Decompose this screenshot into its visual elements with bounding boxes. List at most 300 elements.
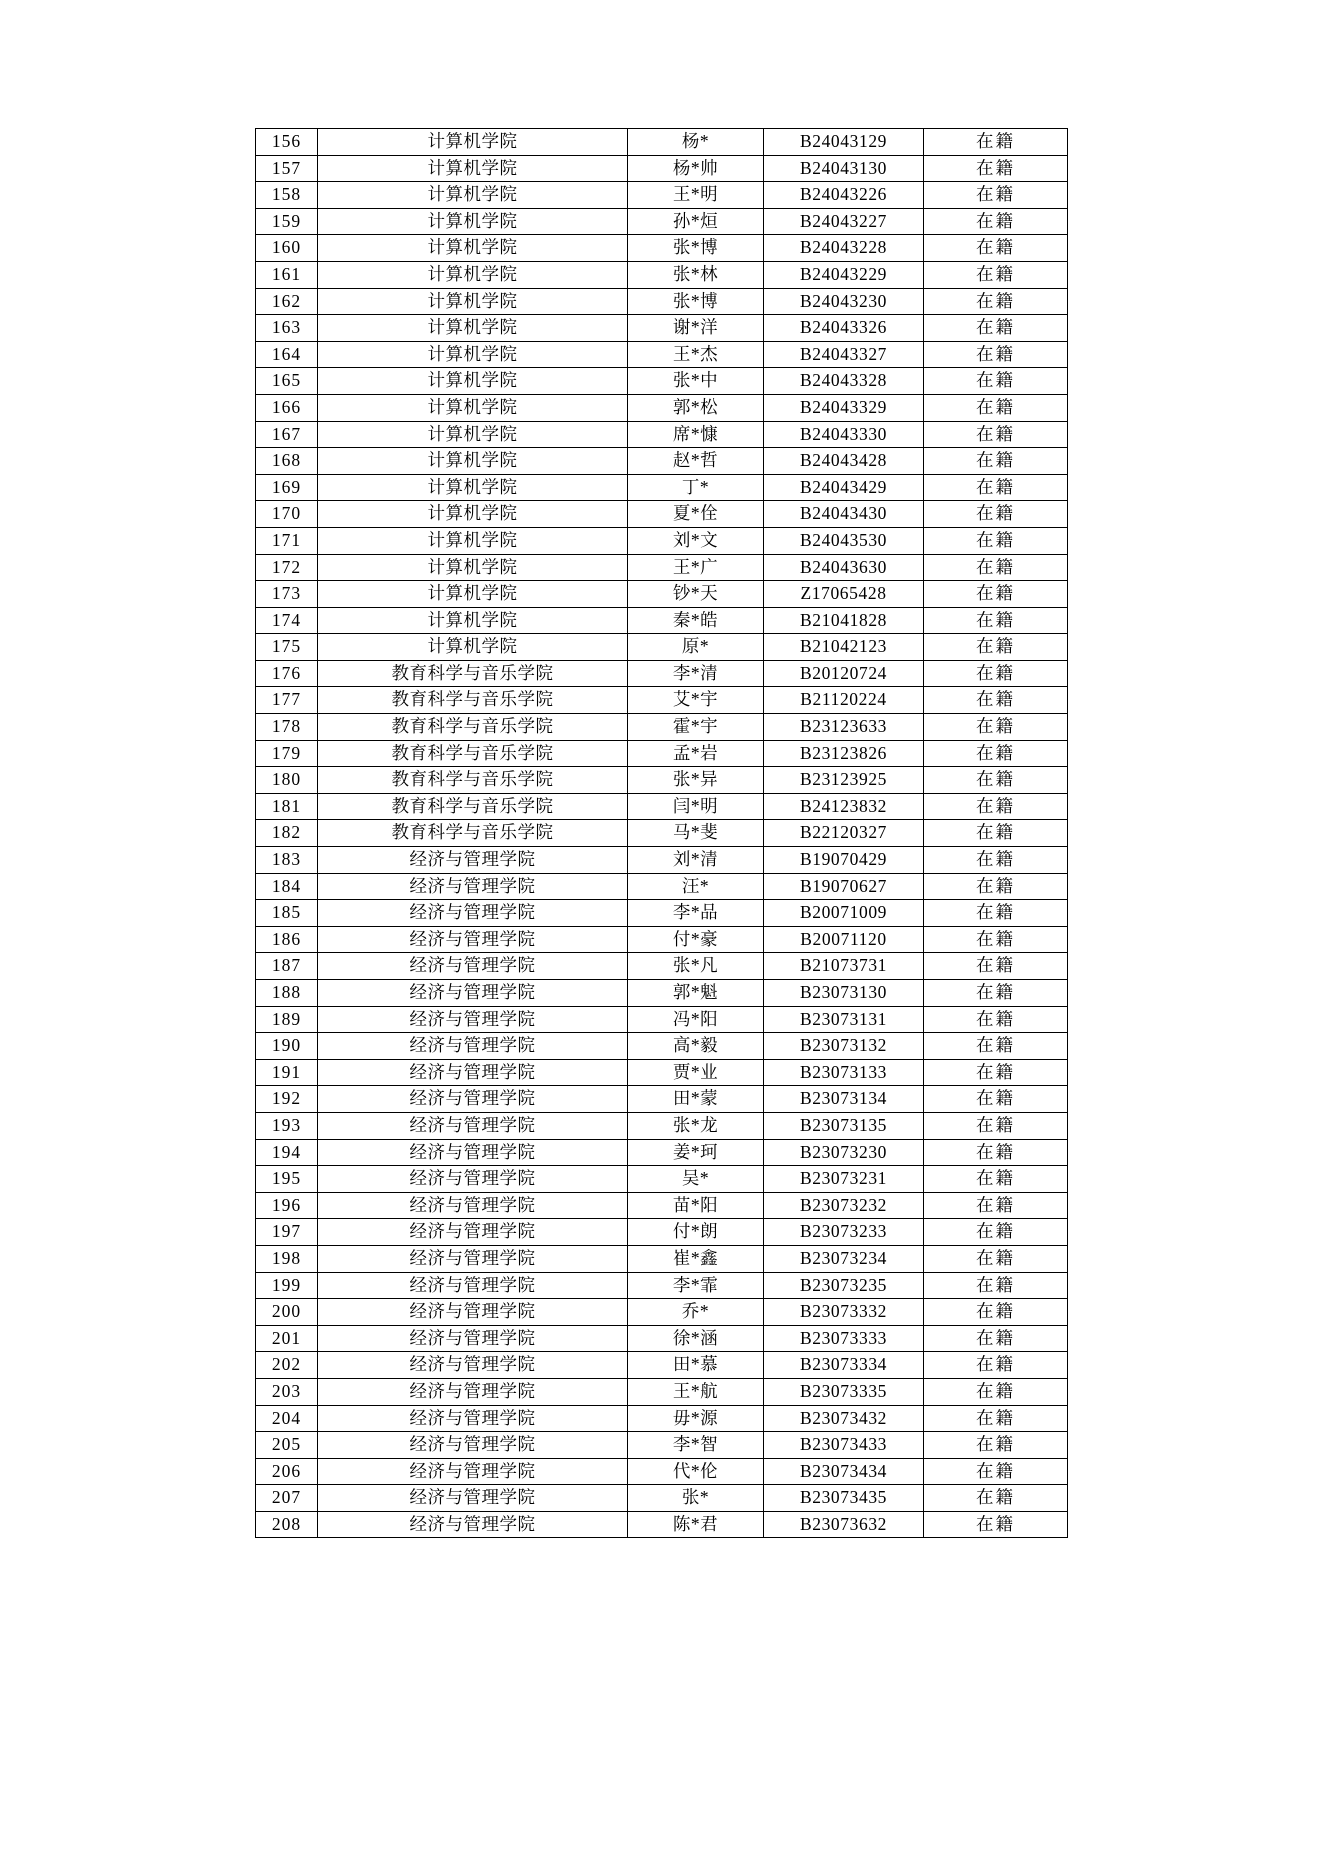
row-status: 在籍 [924, 288, 1068, 315]
row-index: 160 [256, 235, 318, 262]
row-student-id: B20120724 [764, 660, 924, 687]
row-name: 汪* [628, 873, 764, 900]
table-row [256, 1299, 1068, 1326]
row-college: 计算机学院 [318, 341, 628, 368]
row-college: 经济与管理学院 [318, 1245, 628, 1272]
table-row [256, 554, 1068, 581]
row-name: 代*伦 [628, 1458, 764, 1485]
roster-table-body [256, 129, 1068, 1538]
row-index: 177 [256, 687, 318, 714]
row-student-id: B24043326 [764, 315, 924, 342]
row-name: 张*博 [628, 288, 764, 315]
row-college: 教育科学与音乐学院 [318, 767, 628, 794]
row-name: 原* [628, 634, 764, 661]
row-status: 在籍 [924, 926, 1068, 953]
row-status: 在籍 [924, 554, 1068, 581]
row-status: 在籍 [924, 1112, 1068, 1139]
row-status: 在籍 [924, 368, 1068, 395]
row-name: 王*明 [628, 182, 764, 209]
row-name: 张* [628, 1485, 764, 1512]
row-student-id: B23073334 [764, 1352, 924, 1379]
row-student-id: Z17065428 [764, 581, 924, 608]
row-student-id: B24043130 [764, 155, 924, 182]
row-name: 李*品 [628, 900, 764, 927]
row-name: 席*慷 [628, 421, 764, 448]
row-college: 经济与管理学院 [318, 1432, 628, 1459]
row-status: 在籍 [924, 660, 1068, 687]
row-college: 计算机学院 [318, 607, 628, 634]
row-college: 计算机学院 [318, 421, 628, 448]
table-row [256, 261, 1068, 288]
row-college: 教育科学与音乐学院 [318, 740, 628, 767]
row-name: 钞*天 [628, 581, 764, 608]
row-college: 教育科学与音乐学院 [318, 820, 628, 847]
row-student-id: B24043328 [764, 368, 924, 395]
row-status: 在籍 [924, 208, 1068, 235]
row-student-id: B23073131 [764, 1006, 924, 1033]
row-student-id: B24043327 [764, 341, 924, 368]
row-college: 计算机学院 [318, 235, 628, 262]
table-row [256, 129, 1068, 156]
table-row [256, 714, 1068, 741]
row-college: 教育科学与音乐学院 [318, 660, 628, 687]
row-index: 163 [256, 315, 318, 342]
table-row [256, 980, 1068, 1007]
row-name: 秦*皓 [628, 607, 764, 634]
row-student-id: B23073434 [764, 1458, 924, 1485]
row-college: 经济与管理学院 [318, 1192, 628, 1219]
table-row [256, 501, 1068, 528]
row-index: 157 [256, 155, 318, 182]
row-index: 174 [256, 607, 318, 634]
row-college: 计算机学院 [318, 634, 628, 661]
table-row [256, 421, 1068, 448]
row-college: 计算机学院 [318, 527, 628, 554]
row-college: 经济与管理学院 [318, 847, 628, 874]
row-student-id: B22120327 [764, 820, 924, 847]
table-row [256, 394, 1068, 421]
row-student-id: B24043129 [764, 129, 924, 156]
table-row [256, 208, 1068, 235]
row-name: 崔*鑫 [628, 1245, 764, 1272]
row-student-id: B23073335 [764, 1378, 924, 1405]
row-student-id: B24043428 [764, 448, 924, 475]
row-student-id: B23123925 [764, 767, 924, 794]
row-index: 172 [256, 554, 318, 581]
row-status: 在籍 [924, 847, 1068, 874]
row-index: 202 [256, 1352, 318, 1379]
row-index: 158 [256, 182, 318, 209]
table-row [256, 1352, 1068, 1379]
row-student-id: B23073433 [764, 1432, 924, 1459]
row-name: 陈*君 [628, 1511, 764, 1538]
table-row [256, 1378, 1068, 1405]
row-college: 计算机学院 [318, 581, 628, 608]
row-status: 在籍 [924, 421, 1068, 448]
row-college: 经济与管理学院 [318, 900, 628, 927]
table-row [256, 1192, 1068, 1219]
table-row [256, 1405, 1068, 1432]
row-student-id: B20071120 [764, 926, 924, 953]
row-student-id: B23073632 [764, 1511, 924, 1538]
row-index: 190 [256, 1033, 318, 1060]
row-college: 经济与管理学院 [318, 1511, 628, 1538]
row-index: 169 [256, 474, 318, 501]
row-status: 在籍 [924, 155, 1068, 182]
table-row [256, 1458, 1068, 1485]
row-name: 郭*魁 [628, 980, 764, 1007]
table-row [256, 1086, 1068, 1113]
row-index: 185 [256, 900, 318, 927]
row-college: 经济与管理学院 [318, 1006, 628, 1033]
row-name: 张*林 [628, 261, 764, 288]
row-college: 经济与管理学院 [318, 1059, 628, 1086]
row-status: 在籍 [924, 1166, 1068, 1193]
table-row [256, 288, 1068, 315]
roster-table [255, 128, 1068, 1538]
table-row [256, 581, 1068, 608]
row-index: 197 [256, 1219, 318, 1246]
row-status: 在籍 [924, 1192, 1068, 1219]
row-student-id: B23073235 [764, 1272, 924, 1299]
table-row [256, 634, 1068, 661]
row-name: 付*豪 [628, 926, 764, 953]
row-college: 教育科学与音乐学院 [318, 714, 628, 741]
row-college: 计算机学院 [318, 315, 628, 342]
row-index: 167 [256, 421, 318, 448]
row-student-id: B24043228 [764, 235, 924, 262]
row-student-id: B24043530 [764, 527, 924, 554]
row-status: 在籍 [924, 1272, 1068, 1299]
row-status: 在籍 [924, 1405, 1068, 1432]
row-status: 在籍 [924, 341, 1068, 368]
table-row [256, 926, 1068, 953]
row-name: 王*广 [628, 554, 764, 581]
row-college: 经济与管理学院 [318, 1086, 628, 1113]
row-index: 165 [256, 368, 318, 395]
table-row [256, 1166, 1068, 1193]
table-row [256, 1006, 1068, 1033]
row-index: 187 [256, 953, 318, 980]
row-index: 181 [256, 793, 318, 820]
row-college: 计算机学院 [318, 501, 628, 528]
row-name: 杨*帅 [628, 155, 764, 182]
row-name: 刘*清 [628, 847, 764, 874]
row-index: 199 [256, 1272, 318, 1299]
row-student-id: B24043329 [764, 394, 924, 421]
row-status: 在籍 [924, 900, 1068, 927]
row-status: 在籍 [924, 1378, 1068, 1405]
row-status: 在籍 [924, 820, 1068, 847]
table-row [256, 900, 1068, 927]
table-row [256, 474, 1068, 501]
row-status: 在籍 [924, 634, 1068, 661]
row-index: 164 [256, 341, 318, 368]
row-student-id: B19070627 [764, 873, 924, 900]
table-row [256, 1245, 1068, 1272]
row-index: 201 [256, 1325, 318, 1352]
row-index: 171 [256, 527, 318, 554]
row-status: 在籍 [924, 1352, 1068, 1379]
row-name: 闫*明 [628, 793, 764, 820]
row-student-id: B24043630 [764, 554, 924, 581]
table-row [256, 1219, 1068, 1246]
row-index: 176 [256, 660, 318, 687]
row-status: 在籍 [924, 687, 1068, 714]
row-index: 194 [256, 1139, 318, 1166]
row-college: 计算机学院 [318, 155, 628, 182]
table-row [256, 953, 1068, 980]
row-status: 在籍 [924, 1485, 1068, 1512]
row-index: 191 [256, 1059, 318, 1086]
row-student-id: B23073132 [764, 1033, 924, 1060]
row-status: 在籍 [924, 1033, 1068, 1060]
table-row [256, 1325, 1068, 1352]
row-student-id: B24043226 [764, 182, 924, 209]
row-index: 204 [256, 1405, 318, 1432]
row-index: 208 [256, 1511, 318, 1538]
row-status: 在籍 [924, 1086, 1068, 1113]
row-student-id: B23073432 [764, 1405, 924, 1432]
row-status: 在籍 [924, 129, 1068, 156]
row-name: 刘*文 [628, 527, 764, 554]
row-student-id: B24123832 [764, 793, 924, 820]
row-index: 175 [256, 634, 318, 661]
row-name: 李*清 [628, 660, 764, 687]
row-student-id: B24043430 [764, 501, 924, 528]
row-name: 姜*珂 [628, 1139, 764, 1166]
row-student-id: B20071009 [764, 900, 924, 927]
row-status: 在籍 [924, 448, 1068, 475]
table-row [256, 368, 1068, 395]
row-student-id: B23073134 [764, 1086, 924, 1113]
row-index: 193 [256, 1112, 318, 1139]
table-row [256, 1112, 1068, 1139]
row-index: 159 [256, 208, 318, 235]
row-name: 孟*岩 [628, 740, 764, 767]
row-name: 贾*业 [628, 1059, 764, 1086]
row-status: 在籍 [924, 1432, 1068, 1459]
row-index: 205 [256, 1432, 318, 1459]
row-status: 在籍 [924, 1299, 1068, 1326]
table-row [256, 793, 1068, 820]
row-name: 田*慕 [628, 1352, 764, 1379]
table-row [256, 607, 1068, 634]
row-student-id: B23073234 [764, 1245, 924, 1272]
row-student-id: B23073135 [764, 1112, 924, 1139]
row-college: 计算机学院 [318, 554, 628, 581]
row-student-id: B23073230 [764, 1139, 924, 1166]
row-college: 经济与管理学院 [318, 1485, 628, 1512]
row-student-id: B23073133 [764, 1059, 924, 1086]
row-index: 192 [256, 1086, 318, 1113]
row-college: 教育科学与音乐学院 [318, 793, 628, 820]
row-college: 经济与管理学院 [318, 926, 628, 953]
row-name: 毋*源 [628, 1405, 764, 1432]
table-row [256, 1485, 1068, 1512]
row-index: 161 [256, 261, 318, 288]
row-index: 156 [256, 129, 318, 156]
row-student-id: B23073130 [764, 980, 924, 1007]
row-name: 李*霏 [628, 1272, 764, 1299]
row-index: 178 [256, 714, 318, 741]
row-status: 在籍 [924, 261, 1068, 288]
row-index: 184 [256, 873, 318, 900]
row-college: 计算机学院 [318, 394, 628, 421]
row-status: 在籍 [924, 1325, 1068, 1352]
row-index: 173 [256, 581, 318, 608]
row-name: 马*斐 [628, 820, 764, 847]
row-student-id: B23123633 [764, 714, 924, 741]
table-row [256, 767, 1068, 794]
row-status: 在籍 [924, 980, 1068, 1007]
row-name: 吴* [628, 1166, 764, 1193]
table-row [256, 235, 1068, 262]
row-name: 苗*阳 [628, 1192, 764, 1219]
row-college: 经济与管理学院 [318, 1033, 628, 1060]
table-row [256, 820, 1068, 847]
row-name: 张*凡 [628, 953, 764, 980]
table-row [256, 1272, 1068, 1299]
row-index: 168 [256, 448, 318, 475]
row-name: 艾*宇 [628, 687, 764, 714]
row-college: 计算机学院 [318, 288, 628, 315]
row-college: 计算机学院 [318, 448, 628, 475]
row-student-id: B24043229 [764, 261, 924, 288]
row-index: 203 [256, 1378, 318, 1405]
row-student-id: B23123826 [764, 740, 924, 767]
row-college: 经济与管理学院 [318, 1272, 628, 1299]
row-student-id: B24043330 [764, 421, 924, 448]
row-status: 在籍 [924, 315, 1068, 342]
row-index: 196 [256, 1192, 318, 1219]
row-college: 经济与管理学院 [318, 1166, 628, 1193]
row-college: 经济与管理学院 [318, 953, 628, 980]
row-student-id: B23073231 [764, 1166, 924, 1193]
row-student-id: B24043429 [764, 474, 924, 501]
row-college: 经济与管理学院 [318, 1325, 628, 1352]
row-student-id: B23073435 [764, 1485, 924, 1512]
row-name: 霍*宇 [628, 714, 764, 741]
row-name: 夏*佺 [628, 501, 764, 528]
row-status: 在籍 [924, 1006, 1068, 1033]
row-name: 谢*洋 [628, 315, 764, 342]
row-index: 162 [256, 288, 318, 315]
row-status: 在籍 [924, 474, 1068, 501]
row-college: 经济与管理学院 [318, 1112, 628, 1139]
row-status: 在籍 [924, 235, 1068, 262]
table-row [256, 687, 1068, 714]
table-row [256, 448, 1068, 475]
row-name: 张*异 [628, 767, 764, 794]
table-row [256, 660, 1068, 687]
row-name: 王*杰 [628, 341, 764, 368]
row-index: 207 [256, 1485, 318, 1512]
row-status: 在籍 [924, 1139, 1068, 1166]
row-status: 在籍 [924, 873, 1068, 900]
row-name: 冯*阳 [628, 1006, 764, 1033]
row-student-id: B23073232 [764, 1192, 924, 1219]
table-row [256, 847, 1068, 874]
row-index: 170 [256, 501, 318, 528]
row-status: 在籍 [924, 501, 1068, 528]
row-name: 丁* [628, 474, 764, 501]
row-student-id: B23073333 [764, 1325, 924, 1352]
row-status: 在籍 [924, 767, 1068, 794]
row-status: 在籍 [924, 182, 1068, 209]
row-status: 在籍 [924, 714, 1068, 741]
row-index: 166 [256, 394, 318, 421]
table-row [256, 1059, 1068, 1086]
row-college: 计算机学院 [318, 182, 628, 209]
table-row [256, 873, 1068, 900]
row-student-id: B21073731 [764, 953, 924, 980]
row-college: 经济与管理学院 [318, 1219, 628, 1246]
row-index: 189 [256, 1006, 318, 1033]
row-status: 在籍 [924, 581, 1068, 608]
row-college: 经济与管理学院 [318, 1405, 628, 1432]
table-row [256, 182, 1068, 209]
row-name: 田*蒙 [628, 1086, 764, 1113]
row-status: 在籍 [924, 1245, 1068, 1272]
row-index: 183 [256, 847, 318, 874]
row-index: 198 [256, 1245, 318, 1272]
row-status: 在籍 [924, 1059, 1068, 1086]
row-college: 经济与管理学院 [318, 1299, 628, 1326]
row-name: 李*智 [628, 1432, 764, 1459]
row-student-id: B21041828 [764, 607, 924, 634]
roster-table-container [255, 128, 1067, 1538]
row-college: 经济与管理学院 [318, 873, 628, 900]
row-index: 188 [256, 980, 318, 1007]
row-student-id: B24043227 [764, 208, 924, 235]
table-row [256, 1139, 1068, 1166]
row-name: 徐*涵 [628, 1325, 764, 1352]
row-student-id: B24043230 [764, 288, 924, 315]
row-index: 180 [256, 767, 318, 794]
row-college: 教育科学与音乐学院 [318, 687, 628, 714]
row-college: 经济与管理学院 [318, 1352, 628, 1379]
row-college: 计算机学院 [318, 261, 628, 288]
row-name: 张*中 [628, 368, 764, 395]
row-status: 在籍 [924, 394, 1068, 421]
row-college: 经济与管理学院 [318, 1458, 628, 1485]
table-row [256, 155, 1068, 182]
row-status: 在籍 [924, 607, 1068, 634]
table-row [256, 1511, 1068, 1538]
row-name: 乔* [628, 1299, 764, 1326]
row-college: 计算机学院 [318, 368, 628, 395]
row-index: 200 [256, 1299, 318, 1326]
table-row [256, 740, 1068, 767]
row-name: 付*朗 [628, 1219, 764, 1246]
table-row [256, 527, 1068, 554]
row-status: 在籍 [924, 1458, 1068, 1485]
row-status: 在籍 [924, 953, 1068, 980]
row-index: 182 [256, 820, 318, 847]
row-college: 经济与管理学院 [318, 1139, 628, 1166]
row-name: 王*航 [628, 1378, 764, 1405]
table-row [256, 1432, 1068, 1459]
row-college: 计算机学院 [318, 129, 628, 156]
table-row [256, 341, 1068, 368]
row-name: 郭*松 [628, 394, 764, 421]
row-name: 赵*哲 [628, 448, 764, 475]
row-name: 杨* [628, 129, 764, 156]
row-college: 经济与管理学院 [318, 980, 628, 1007]
table-row [256, 315, 1068, 342]
row-name: 张*龙 [628, 1112, 764, 1139]
